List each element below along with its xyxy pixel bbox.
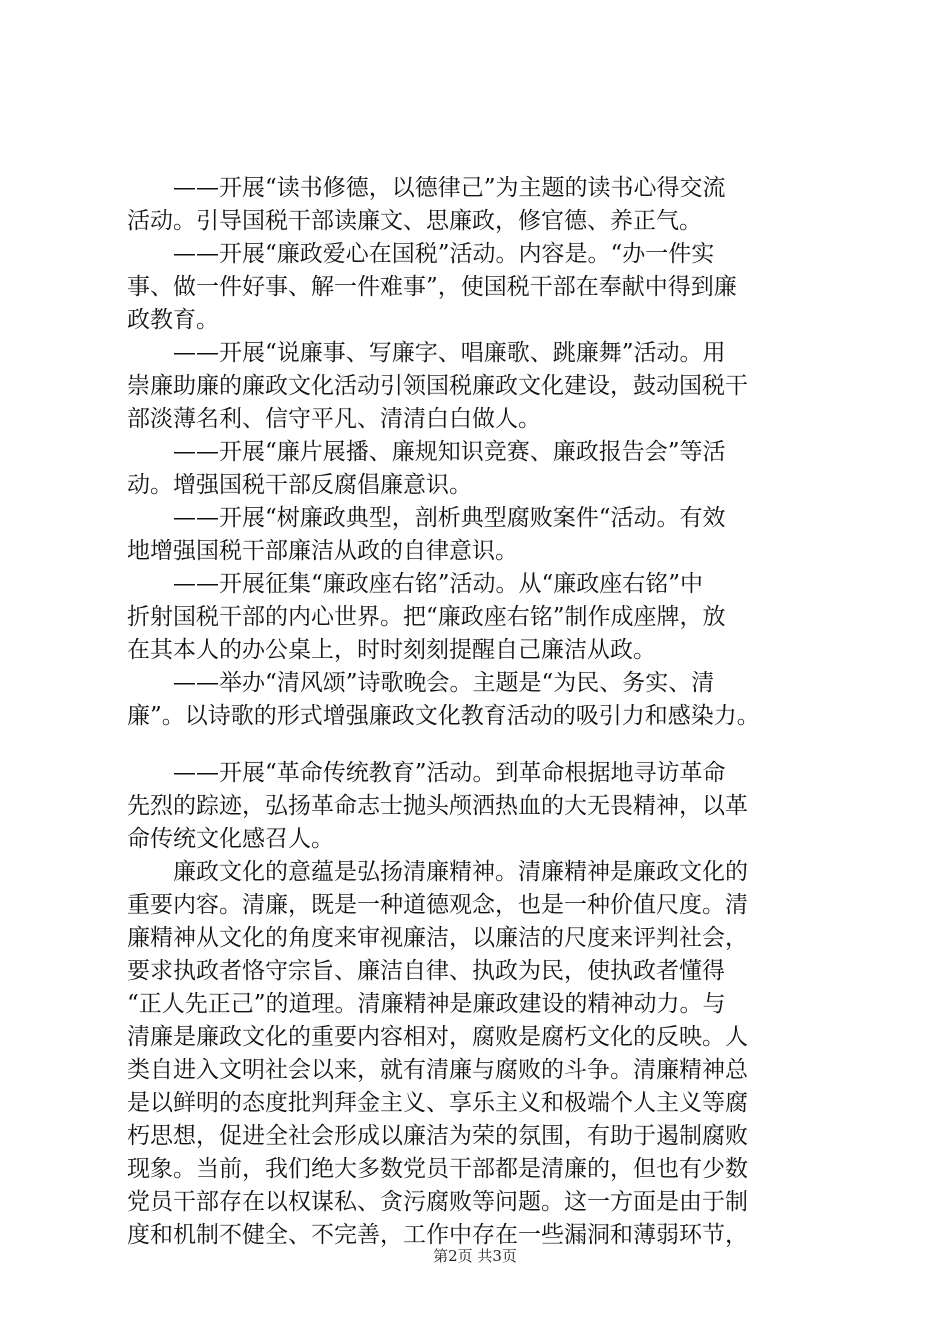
text-line: 折射国税干部的内心世界。把“廉政座右铭”制作成座牌，放 [127,604,726,630]
text-line: 廉政文化的意蕴是弘扬清廉精神。清廉精神是廉政文化的 [127,859,748,885]
text-line: 重要内容。清廉，既是一种道德观念，也是一种价值尺度。清 [127,892,748,918]
text-line: 先烈的踪迹，弘扬革命志士抛头颅洒热血的大无畏精神，以革 [127,793,748,819]
body-text [127,172,847,1252]
text-line: 是以鲜明的态度批判拜金主义、享乐主义和极端个人主义等腐 [127,1090,748,1116]
text-line: ——开展“说廉事、写廉字、唱廉歌、跳廉舞”活动。用 [127,340,726,366]
text-line: 廉”。以诗歌的形式增强廉政文化教育活动的吸引力和感染力。 [127,703,760,729]
text-line: 在其本人的办公桌上，时时刻刻提醒自己廉洁从政。 [127,637,656,663]
text-line: ——开展“廉政爱心在国税”活动。内容是。“办一件实 [127,241,715,267]
text-line: 类自进入文明社会以来，就有清廉与腐败的斗争。清廉精神总 [127,1057,748,1083]
text-line: 命传统文化感召人。 [127,826,334,852]
text-line: 部淡薄名利、信守平凡、清清白白做人。 [127,406,541,432]
text-line: ——开展“树廉政典型，剖析典型腐败案件“活动。有效 [127,505,726,531]
text-line: 要求执政者恪守宗旨、廉洁自律、执政为民，使执政者懂得 [127,958,725,984]
text-line: ——开展“读书修德，以德律己”为主题的读书心得交流 [127,175,726,201]
text-line: 事、做一件好事、解一件难事”，使国税干部在奉献中得到廉 [127,274,737,300]
text-line: 动。增强国税干部反腐倡廉意识。 [127,472,472,498]
text-line: 廉精神从文化的角度来审视廉洁，以廉洁的尺度来评判社会， [127,925,748,951]
text-line: ——开展“革命传统教育”活动。到革命根据地寻访革命 [127,760,726,786]
paragraph-gap [127,733,847,757]
text-line: ——开展征集“廉政座右铭”活动。从“廉政座右铭”中 [127,571,704,597]
text-line: 朽思想，促进全社会形成以廉洁为荣的氛围，有助于遏制腐败 [127,1123,748,1149]
text-line: 崇廉助廉的廉政文化活动引领国税廉政文化建设，鼓动国税干 [127,373,748,399]
text-line: 地增强国税干部廉洁从政的自律意识。 [127,538,518,564]
text-line: ——开展“廉片展播、廉规知识竞赛、廉政报告会”等活 [127,439,726,465]
text-line: 政教育。 [127,307,219,333]
text-line: “正人先正己”的道理。清廉精神是廉政建设的精神动力。与 [127,991,726,1017]
text-line: 清廉是廉政文化的重要内容相对，腐败是腐朽文化的反映。人 [127,1024,748,1050]
text-line: 度和机制不健全、不完善，工作中存在一些漏洞和薄弱环节， [127,1222,748,1248]
text-line: ——举办“清风颂”诗歌晚会。主题是“为民、务实、清 [127,670,715,696]
text-line: 现象。当前，我们绝大多数党员干部都是清廉的，但也有少数 [127,1156,748,1182]
text-line: 活动。引导国税干部读廉文、思廉政，修官德、养正气。 [127,208,702,234]
page-number-footer: 第2页 共3页 [433,1247,517,1265]
text-line: 党员干部存在以权谋私、贪污腐败等问题。这一方面是由于制 [127,1189,748,1215]
